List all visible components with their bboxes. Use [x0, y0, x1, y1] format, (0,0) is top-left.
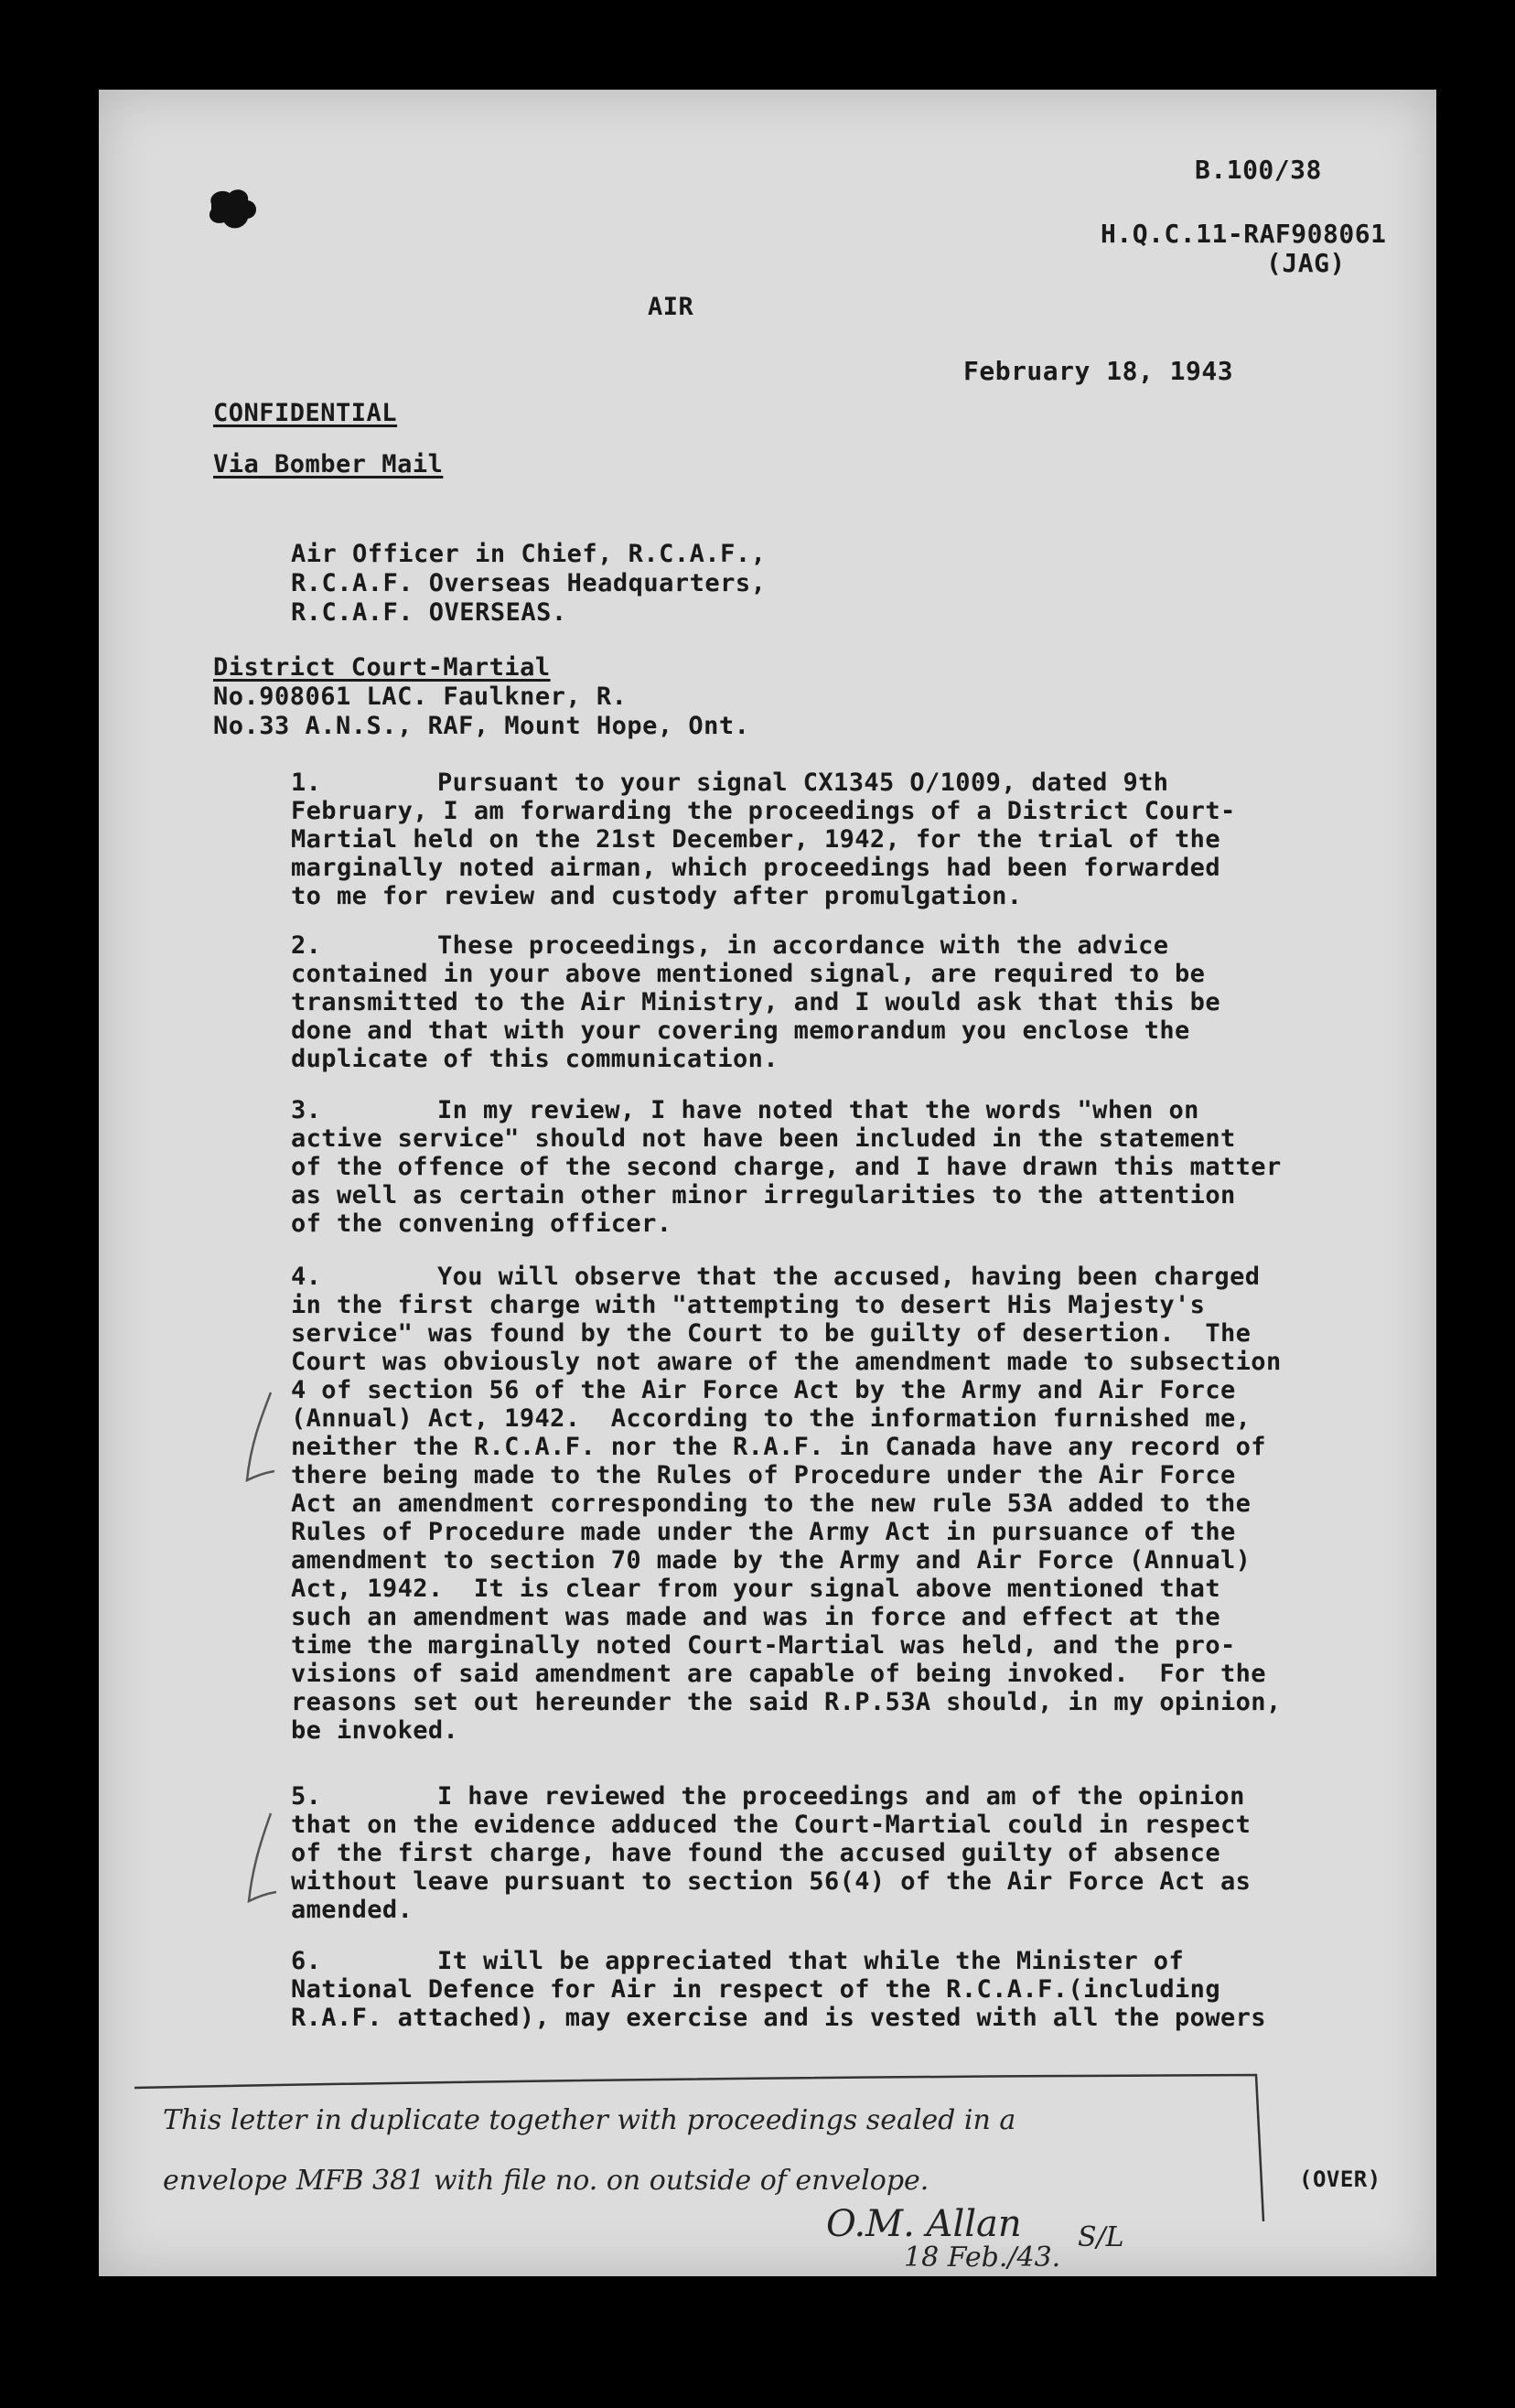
paragraph-1: 1. Pursuant to your signal CX1345 O/1009, dated 9th February, I am forwarding the proceedings of a District Court- Martial held on the 21st December, 1942, for the trial of the marginally noted airman, which proceedings had been forwarded to me for review and custody after promulgation. [291, 769, 1236, 910]
subject-line-1: No.908061 LAC. Faulkner, R. [213, 683, 628, 711]
file-reference: H.Q.C.11-RAF908061 [1101, 219, 1387, 249]
signature-date: 18 Feb./43. [904, 2241, 1061, 2274]
signature-rank: S/L [1078, 2221, 1124, 2253]
paragraph-number: 2. [291, 931, 322, 960]
paragraph-6: 6. It will be appreciated that while the Minister of National Defence for Air in respect of the R.C.A.F.(including R.A.F. attached), may exercise and is vested with all the powers [291, 1947, 1266, 2032]
paragraph-number: 6. [291, 1947, 322, 1975]
subject-title: District Court-Martial [213, 653, 551, 682]
paragraph-number: 3. [291, 1096, 322, 1124]
paragraph-5: 5. I have reviewed the proceedings and am of the opinion that on the evidence adduced the Court-Martial could in respect of the first charge, have found the accused guilty of absence without leave pursuant to section 56(4) of the Air Force Act as amended. [291, 1782, 1252, 1924]
via-bomber-mail: Via Bomber Mail [213, 450, 444, 478]
handwritten-signature: O.M. Allan [826, 2203, 1022, 2245]
letter-date: February 18, 1943 [963, 356, 1234, 386]
paragraph-number: 1. [291, 769, 322, 797]
ink-blot [204, 186, 261, 233]
air-heading: AIR [648, 293, 694, 321]
margin-check-mark-1 [234, 1389, 289, 1489]
paragraph-2: 2. These proceedings, in accordance with the advice contained in your above mentioned signal, are required to be transmitted to the Air Ministry, and I would ask that this be done and that with your covering memorandum you enclose the duplicate of this communication. [291, 931, 1220, 1073]
handwritten-note-line-2: envelope MFB 381 with file no. on outside of envelope. [163, 2165, 929, 2197]
margin-check-mark-2 [236, 1810, 291, 1910]
paragraph-number: 5. [291, 1782, 322, 1811]
classification-heading: CONFIDENTIAL [213, 399, 398, 427]
handwritten-note-border [131, 2057, 1274, 2240]
addressee-line-2: R.C.A.F. Overseas Headquarters, [291, 569, 767, 597]
reference-number: B.100/38 [1195, 155, 1322, 185]
document-page [99, 90, 1436, 2276]
paragraph-number: 4. [291, 1263, 322, 1291]
paragraph-4: 4. You will observe that the accused, having been charged in the first charge with "attempting to desert His Majesty's service" was found by the Court to be guilty of desertion. The Court was obviously not aware of the amendment made to subsection 4 of section 56 of the Air Force Act by the Army and Air Force (Annual) Act, 1942. According to the information furnished me, neither the R.C.A.F. nor the R.A.F. in Canada have any record of there being made to the Rules of Procedure under the Air Force Act an amendment corresponding to the new rule 53A added to the Rules of Procedure made under the Army Act in pursuance of the amendment to section 70 made by the Army and Air Force (Annual) Act, 1942. It is clear from your signal above mentioned that such an amendment was made and was in force and effect at the time the marginally noted Court-Martial was held, and the pro- visions of said amendment are capable of being invoked. For the reasons set out hereunder the said R.P.53A should, in my opinion, be invoked. [291, 1263, 1282, 1745]
jag-reference: (JAG) [1266, 248, 1346, 278]
addressee-line-1: Air Officer in Chief, R.C.A.F., [291, 540, 767, 568]
paragraph-3: 3. In my review, I have noted that the words "when on active service" should not have been included in the statement of the offence of the second charge, and I have drawn this matter as well as certain other minor irregularities to the attention of the convening officer. [291, 1096, 1282, 1238]
addressee-line-3: R.C.A.F. OVERSEAS. [291, 598, 567, 627]
over-marker: (OVER) [1299, 2166, 1381, 2192]
subject-line-2: No.33 A.N.S., RAF, Mount Hope, Ont. [213, 712, 750, 740]
handwritten-note-line-1: This letter in duplicate together with proceedings sealed in a [163, 2104, 1016, 2136]
